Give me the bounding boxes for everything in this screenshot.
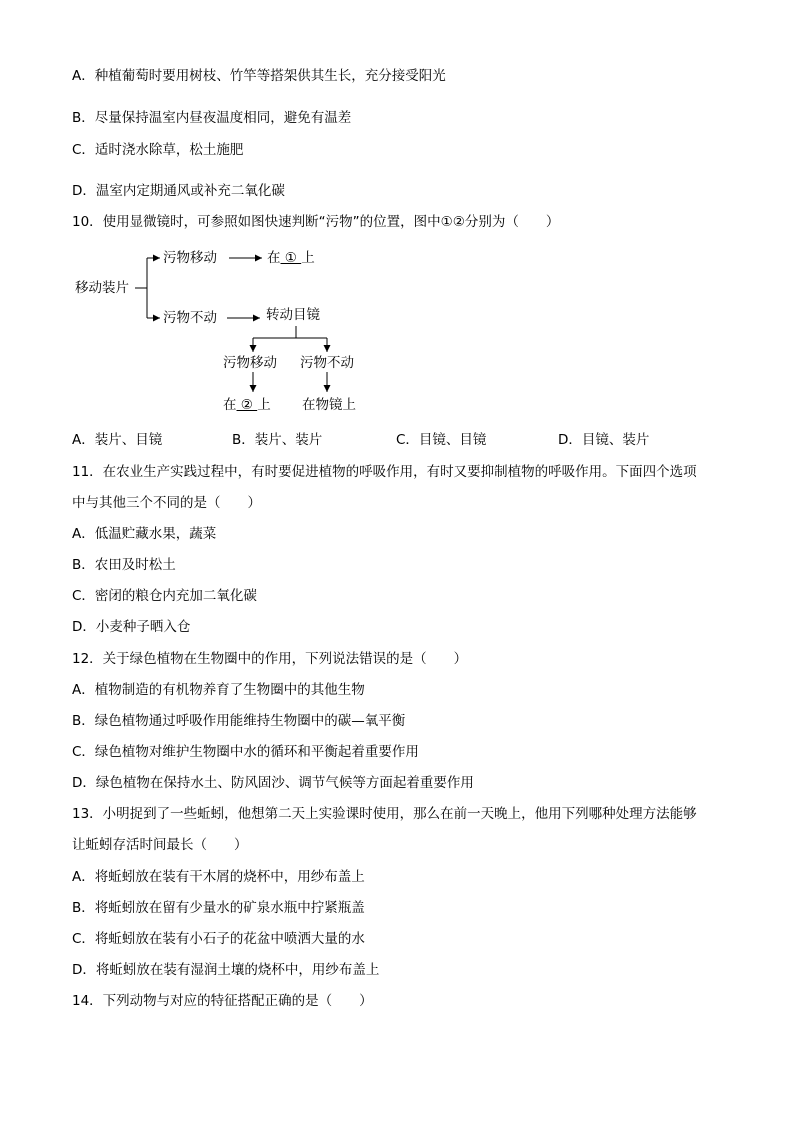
result-suffix: 上 (257, 397, 271, 413)
diagram-rotate-eyepiece: 转动目镜 (266, 307, 320, 323)
q12-stem: 12．关于绿色植物在生物圈中的作用，下列说法错误的是（ ） (72, 651, 468, 667)
q10-option-c: C．目镜、目镜 (396, 432, 487, 448)
diagram-dirt-moves: 污物移动 (163, 250, 217, 266)
q10-option-a: A．装片、目镜 (72, 432, 163, 448)
blank-1: ① (280, 250, 302, 266)
q9-option-c: C．适时浇水除草，松土施肥 (72, 142, 244, 158)
q11-option-d: D．小麦种子晒入仓 (72, 619, 191, 635)
diagram-result-blank-1 (267, 249, 315, 267)
q12-option-c: C．绿色植物对维护生物圈中水的循环和平衡起着重要作用 (72, 744, 419, 760)
diagram-root-move-slide: 移动装片 (75, 280, 129, 296)
q12-option-a: A．植物制造的有机物养育了生物圈中的其他生物 (72, 682, 365, 698)
diagram-result-blank-2 (223, 396, 271, 414)
result-prefix: 在 (223, 397, 237, 413)
q9-option-a: A．种植葡萄时要用树枝、竹竿等搭架供其生长，充分接受阳光 (72, 68, 446, 84)
diagram-dirt-still: 污物不动 (163, 310, 217, 326)
q10-option-b: B．装片、装片 (232, 432, 323, 448)
q11-option-b: B．农田及时松土 (72, 557, 176, 573)
q10-option-d: D．目镜、装片 (558, 432, 650, 448)
q11-option-a: A．低温贮藏水果，蔬菜 (72, 526, 217, 542)
q14-stem: 14．下列动物与对应的特征搭配正确的是（ ） (72, 993, 373, 1009)
q12-option-b: B．绿色植物通过呼吸作用能维持生物圈中的碳—氧平衡 (72, 713, 406, 729)
flow-arrows (0, 0, 794, 440)
result-suffix: 上 (301, 250, 315, 266)
q11-stem-line2: 中与其他三个不同的是（ ） (72, 495, 261, 511)
q10-stem: 10．使用显微镜时，可参照如图快速判断“污物”的位置，图中①②分别为（ ） (72, 214, 560, 230)
q13-stem-line1: 13．小明捉到了一些蚯蚓，他想第二天上实验课时使用，那么在前一天晚上，他用下列哪种处理方法能够 (72, 806, 697, 822)
diagram-sub-dirt-still: 污物不动 (300, 355, 354, 371)
q13-option-b: B．将蚯蚓放在留有少量水的矿泉水瓶中拧紧瓶盖 (72, 900, 365, 916)
q13-option-d: D．将蚯蚓放在装有湿润土壤的烧杯中，用纱布盖上 (72, 962, 380, 978)
q9-option-b: B．尽量保持温室内昼夜温度相同，避免有温差 (72, 110, 352, 126)
result-prefix: 在 (267, 250, 281, 266)
q13-option-c: C．将蚯蚓放在装有小石子的花盆中喷洒大量的水 (72, 931, 365, 947)
diagram-result-objective: 在物镜上 (302, 397, 356, 413)
q11-option-c: C．密闭的粮仓内充加二氧化碳 (72, 588, 257, 604)
q13-stem-line2: 让蚯蚓存活时间最长（ ） (72, 837, 248, 853)
q12-option-d: D．绿色植物在保持水土、防风固沙、调节气候等方面起着重要作用 (72, 775, 474, 791)
q13-option-a: A．将蚯蚓放在装有干木屑的烧杯中，用纱布盖上 (72, 869, 365, 885)
diagram-sub-dirt-moves: 污物移动 (223, 355, 277, 371)
blank-2: ② (236, 397, 258, 413)
q11-stem-line1: 11．在农业生产实践过程中，有时要促进植物的呼吸作用，有时又要抑制植物的呼吸作用。下面四个选项 (72, 464, 697, 480)
q9-option-d: D．温室内定期通风或补充二氧化碳 (72, 183, 285, 199)
